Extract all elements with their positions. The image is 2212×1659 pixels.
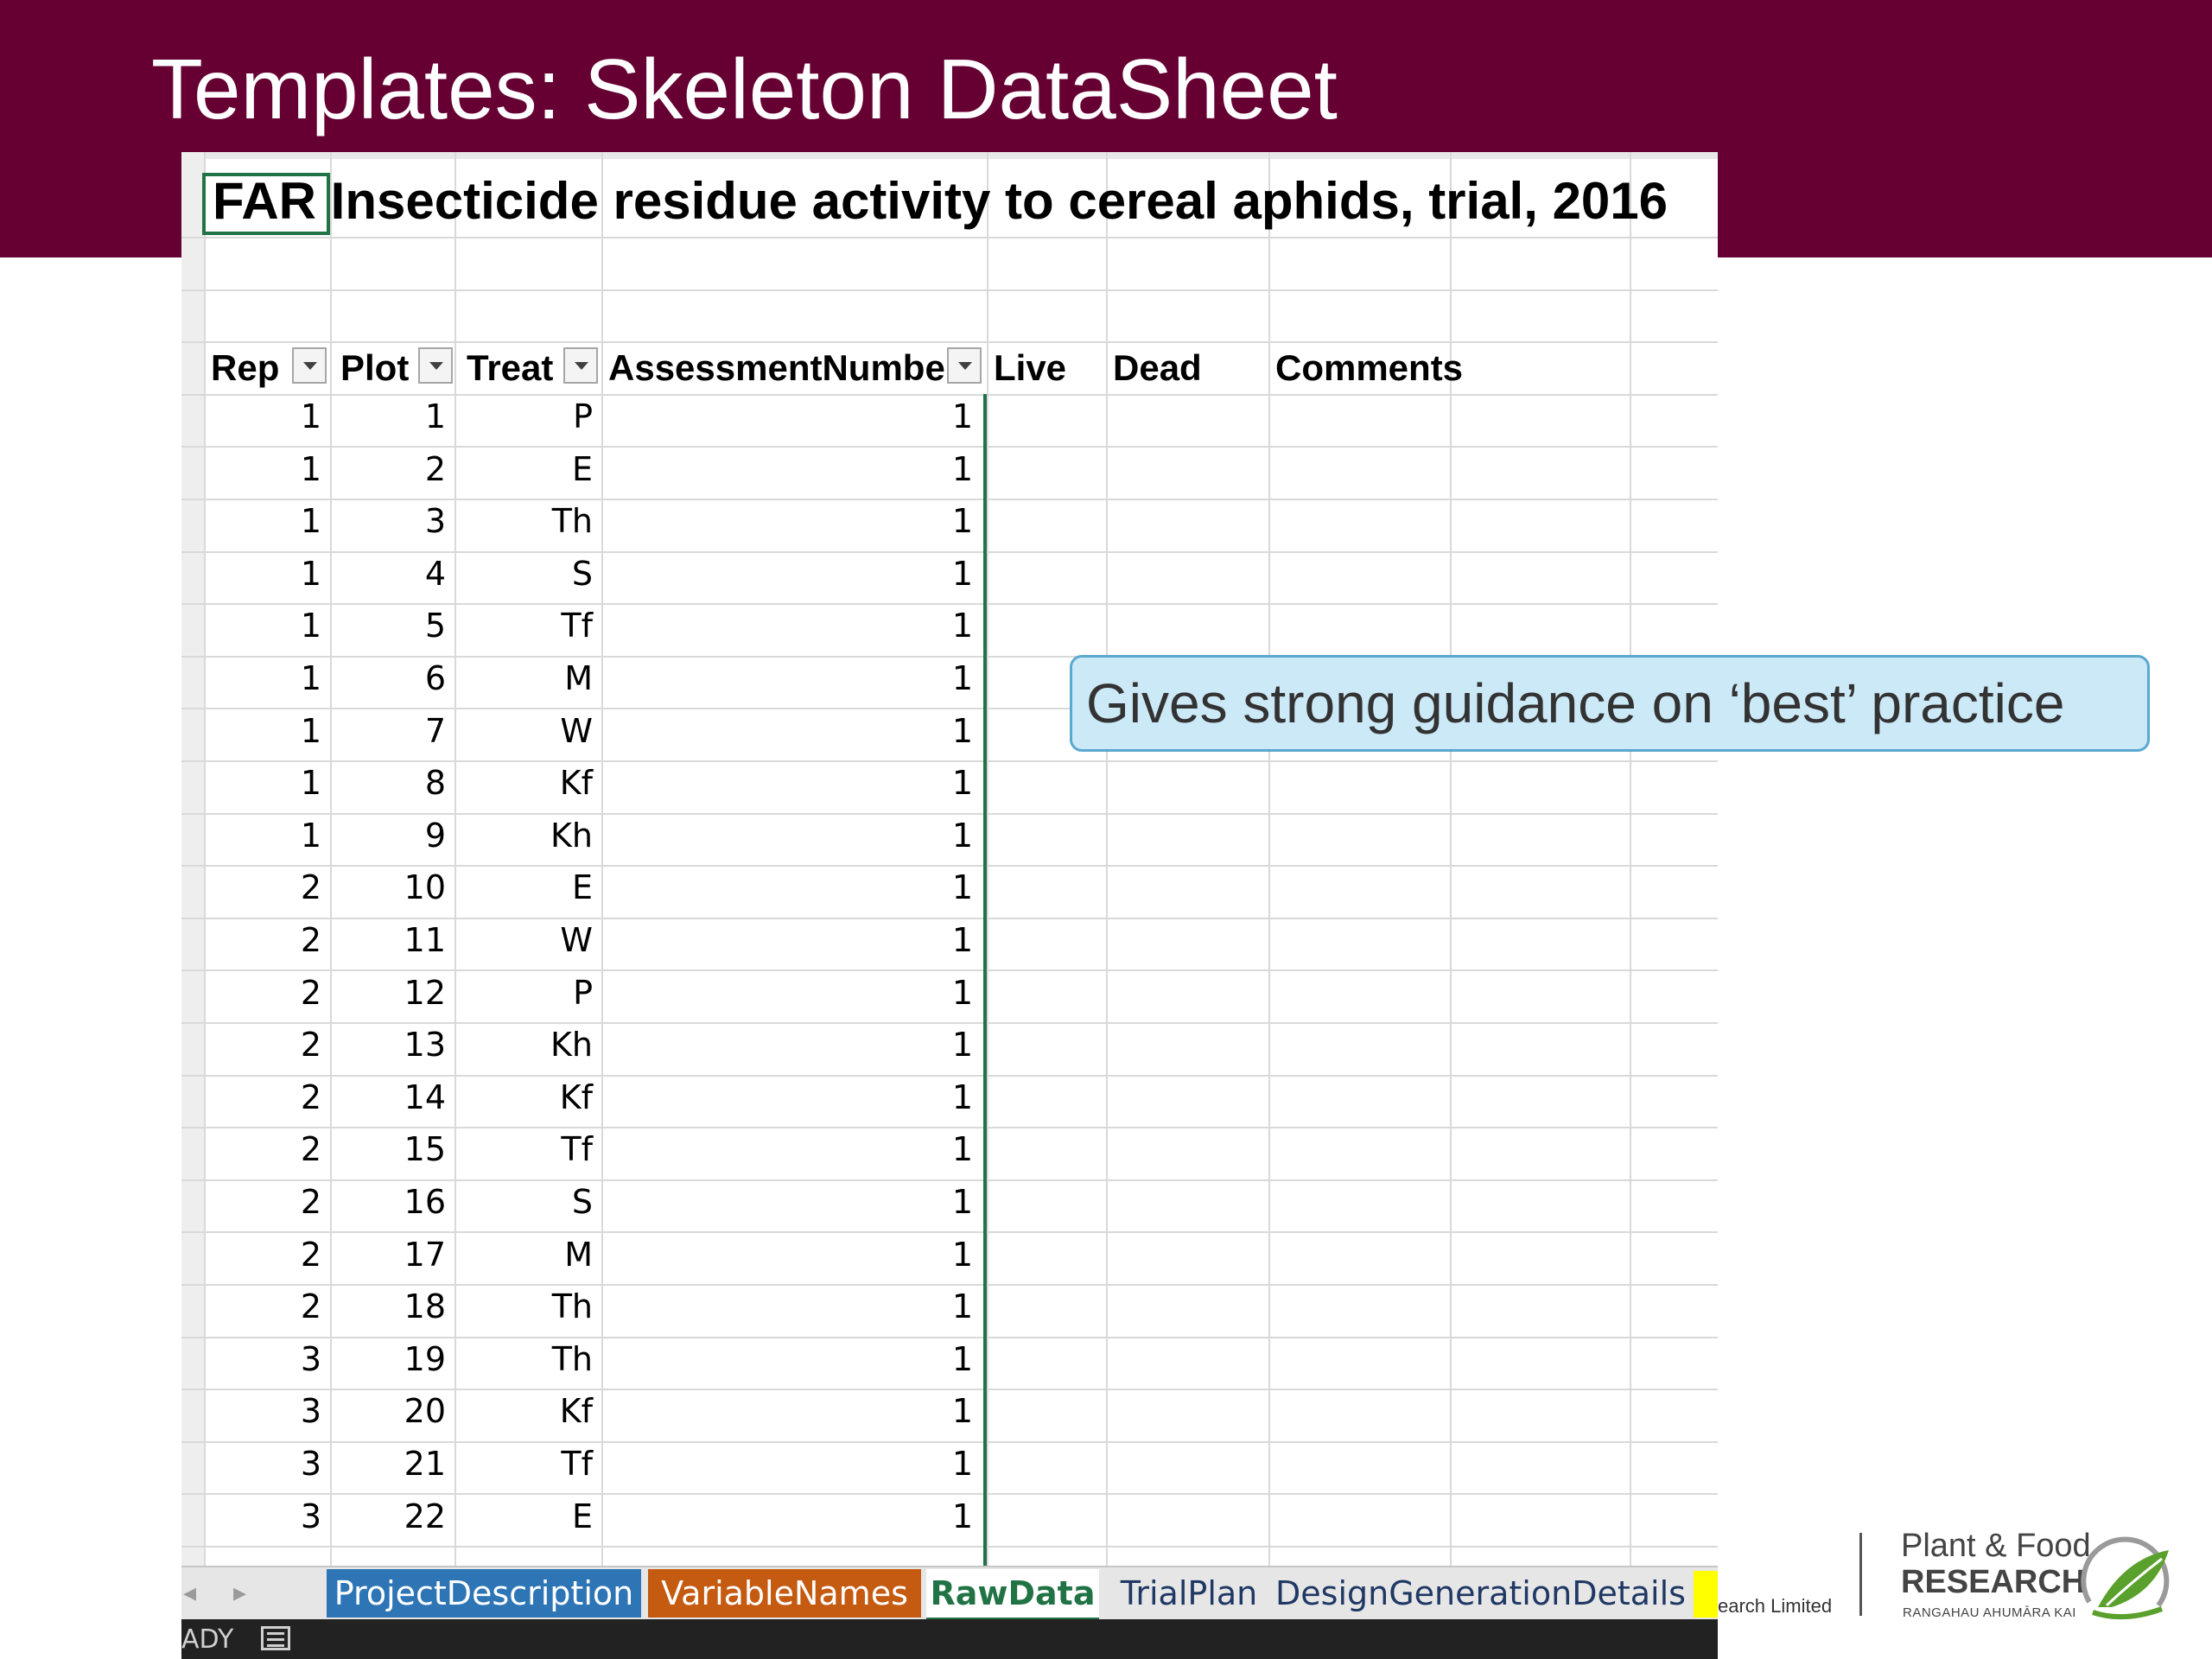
cell-assessment[interactable]: 1 (951, 1287, 973, 1326)
cell-plot[interactable]: 9 (424, 816, 446, 855)
cell-treat[interactable]: Th (551, 502, 593, 541)
cell-plot[interactable]: 4 (424, 554, 446, 593)
cell-plot[interactable]: 8 (424, 764, 446, 803)
cell-assessment[interactable]: 1 (951, 1392, 973, 1431)
cell-treat[interactable]: E (571, 449, 593, 488)
cell-assessment[interactable]: 1 (951, 973, 973, 1012)
cell-treat[interactable]: M (564, 659, 593, 697)
logo-text-line1: Plant & Food (1901, 1528, 2091, 1564)
cell-rep[interactable]: 2 (300, 1183, 321, 1221)
cell-treat[interactable]: W (560, 711, 593, 750)
cell-treat[interactable]: Th (551, 1287, 593, 1326)
cell-assessment[interactable]: 1 (951, 816, 973, 855)
cell-assessment[interactable]: 1 (951, 1497, 973, 1535)
cell-plot[interactable]: 6 (424, 659, 446, 697)
cell-rep[interactable]: 2 (300, 1287, 321, 1326)
tab-trial-plan[interactable]: TrialPlan (1104, 1569, 1274, 1618)
cell-treat[interactable]: Tf (561, 1445, 593, 1483)
gridline-vertical (987, 152, 988, 1569)
gridline-vertical (1268, 152, 1270, 1569)
sheet-title: FAR Insecticide residue activity to cereal aphids, trial, 2016 (213, 172, 1669, 230)
cell-treat[interactable]: E (571, 868, 593, 907)
gridline-vertical (1106, 152, 1108, 1569)
logo-text-line3: RANGAHAU AHUMĀRA KAI (1903, 1605, 2076, 1620)
cell-rep[interactable]: 1 (300, 397, 321, 435)
header-plot: Plot (340, 347, 410, 388)
filter-dropdown-plot[interactable] (418, 347, 453, 384)
cell-rep[interactable]: 3 (300, 1497, 321, 1535)
status-ready-text: ADY (181, 1624, 234, 1655)
cell-plot[interactable]: 20 (404, 1392, 446, 1431)
cell-rep[interactable]: 2 (300, 973, 321, 1012)
gridline-horizontal (181, 1546, 1718, 1548)
tab-scroll-left-icon[interactable]: ◂ (183, 1579, 197, 1607)
cell-assessment[interactable]: 1 (951, 397, 973, 435)
selection-border (983, 394, 987, 1569)
tab-partial-yellow[interactable] (1694, 1571, 1718, 1618)
cell-plot[interactable]: 3 (424, 502, 446, 541)
filter-dropdown-assessment[interactable] (947, 347, 982, 384)
slide-title: Templates: Skeleton DataSheet (151, 41, 1338, 137)
status-record-icon[interactable] (261, 1626, 290, 1650)
cell-treat[interactable]: Th (551, 1339, 593, 1378)
cell-rep[interactable]: 2 (300, 1026, 321, 1065)
cell-assessment[interactable]: 1 (951, 1183, 973, 1221)
logo-text-line2: RESEARCH (1901, 1564, 2086, 1600)
header-treat: Treat (467, 347, 554, 388)
cell-plot[interactable]: 7 (424, 711, 446, 750)
cell-plot[interactable]: 14 (404, 1077, 446, 1116)
tab-scroll-right-icon[interactable]: ▸ (233, 1579, 247, 1607)
cell-plot[interactable]: 18 (404, 1287, 446, 1326)
cell-assessment[interactable]: 1 (951, 1339, 973, 1378)
cell-rep[interactable]: 1 (300, 659, 321, 697)
tab-variable-names[interactable]: VariableNames (648, 1569, 921, 1618)
cell-treat[interactable]: Kh (550, 1026, 593, 1065)
cell-plot[interactable]: 19 (404, 1339, 446, 1378)
cell-plot[interactable]: 17 (404, 1235, 446, 1274)
cell-assessment[interactable]: 1 (951, 502, 973, 541)
cell-assessment[interactable]: 1 (951, 1026, 973, 1065)
cell-assessment[interactable]: 1 (951, 449, 973, 488)
cell-assessment[interactable]: 1 (951, 607, 973, 645)
header-comments: Comments (1275, 347, 1464, 388)
cell-assessment[interactable]: 1 (951, 554, 973, 593)
cell-rep[interactable]: 3 (300, 1339, 321, 1378)
cell-rep[interactable]: 2 (300, 1077, 321, 1116)
cell-assessment[interactable]: 1 (951, 921, 973, 959)
cell-rep[interactable]: 1 (300, 449, 321, 488)
gridline-vertical (1630, 152, 1631, 1569)
header-rep: Rep (211, 347, 280, 388)
cell-rep[interactable]: 1 (300, 554, 321, 593)
tab-scroll-arrows (181, 1567, 320, 1621)
cell-rep[interactable]: 2 (300, 1130, 321, 1169)
cell-treat[interactable]: Kf (559, 1392, 593, 1431)
spreadsheet (181, 152, 1718, 1659)
cell-treat[interactable]: M (564, 1235, 593, 1274)
cell-rep[interactable]: 1 (300, 764, 321, 803)
cell-rep[interactable]: 2 (300, 868, 321, 907)
tab-design-generation-details[interactable]: DesignGenerationDetails (1275, 1569, 1635, 1618)
cell-assessment[interactable]: 1 (951, 1445, 973, 1483)
cell-treat[interactable]: Tf (561, 1130, 593, 1169)
cell-rep[interactable]: 1 (300, 502, 321, 541)
tab-raw-data[interactable]: RawData (926, 1569, 1099, 1621)
logo-divider (1859, 1533, 1862, 1616)
cell-rep[interactable]: 3 (300, 1392, 321, 1431)
filter-dropdown-rep[interactable] (292, 347, 327, 384)
header-live: Live (994, 347, 1067, 388)
guidance-callout: Gives strong guidance on ‘best’ practice (1070, 655, 2150, 752)
header-assessment-number: AssessmentNumbe (608, 347, 945, 388)
tab-project-description[interactable]: ProjectDescription (327, 1569, 641, 1618)
cell-rep[interactable]: 1 (300, 607, 321, 645)
cell-treat[interactable]: E (571, 1497, 593, 1535)
gridline-horizontal (181, 341, 1718, 343)
cell-rep[interactable]: 3 (300, 1445, 321, 1483)
cell-treat[interactable]: S (571, 554, 593, 593)
cell-plot[interactable]: 15 (404, 1130, 446, 1169)
footer-copyright: earch Limited (1718, 1595, 1833, 1617)
cell-assessment[interactable]: 1 (951, 764, 973, 803)
cell-assessment[interactable]: 1 (951, 1130, 973, 1169)
column-header-strip (181, 152, 1718, 159)
filter-dropdown-treat[interactable] (563, 347, 598, 384)
cell-treat[interactable]: Kf (559, 764, 593, 803)
status-bar (181, 1619, 1718, 1659)
gridline-horizontal (181, 237, 1718, 238)
cell-plot[interactable]: 12 (404, 973, 446, 1012)
cell-treat[interactable]: Kh (550, 816, 593, 855)
cell-rep[interactable]: 1 (300, 711, 321, 750)
cell-treat[interactable]: Tf (561, 607, 593, 645)
cell-assessment[interactable]: 1 (951, 1077, 973, 1116)
plant-and-food-leaf-logo-icon (2072, 1533, 2174, 1624)
cell-plot[interactable]: 10 (404, 868, 446, 907)
gridline-horizontal (181, 289, 1718, 291)
cell-plot[interactable]: 5 (424, 607, 446, 645)
cell-assessment[interactable]: 1 (951, 711, 973, 750)
cell-treat[interactable]: S (571, 1183, 593, 1221)
cell-plot[interactable]: 11 (404, 921, 446, 959)
cell-plot[interactable]: 2 (424, 449, 446, 488)
cell-treat[interactable]: W (560, 921, 593, 959)
cell-rep[interactable]: 2 (300, 1235, 321, 1274)
sheet-tab-bar (181, 1566, 1718, 1621)
cell-assessment[interactable]: 1 (951, 659, 973, 697)
cell-plot[interactable]: 1 (424, 397, 446, 435)
cell-treat[interactable]: Kf (559, 1077, 593, 1116)
cell-treat[interactable]: P (573, 397, 593, 435)
cell-assessment[interactable]: 1 (951, 868, 973, 907)
cell-plot[interactable]: 22 (404, 1497, 446, 1535)
cell-plot[interactable]: 21 (404, 1445, 446, 1483)
header-dead: Dead (1113, 347, 1202, 388)
cell-plot[interactable]: 16 (404, 1183, 446, 1221)
cell-assessment[interactable]: 1 (951, 1235, 973, 1274)
cell-rep[interactable]: 1 (300, 816, 321, 855)
cell-rep[interactable]: 2 (300, 921, 321, 959)
cell-plot[interactable]: 13 (404, 1026, 446, 1065)
cell-treat[interactable]: P (573, 973, 593, 1012)
